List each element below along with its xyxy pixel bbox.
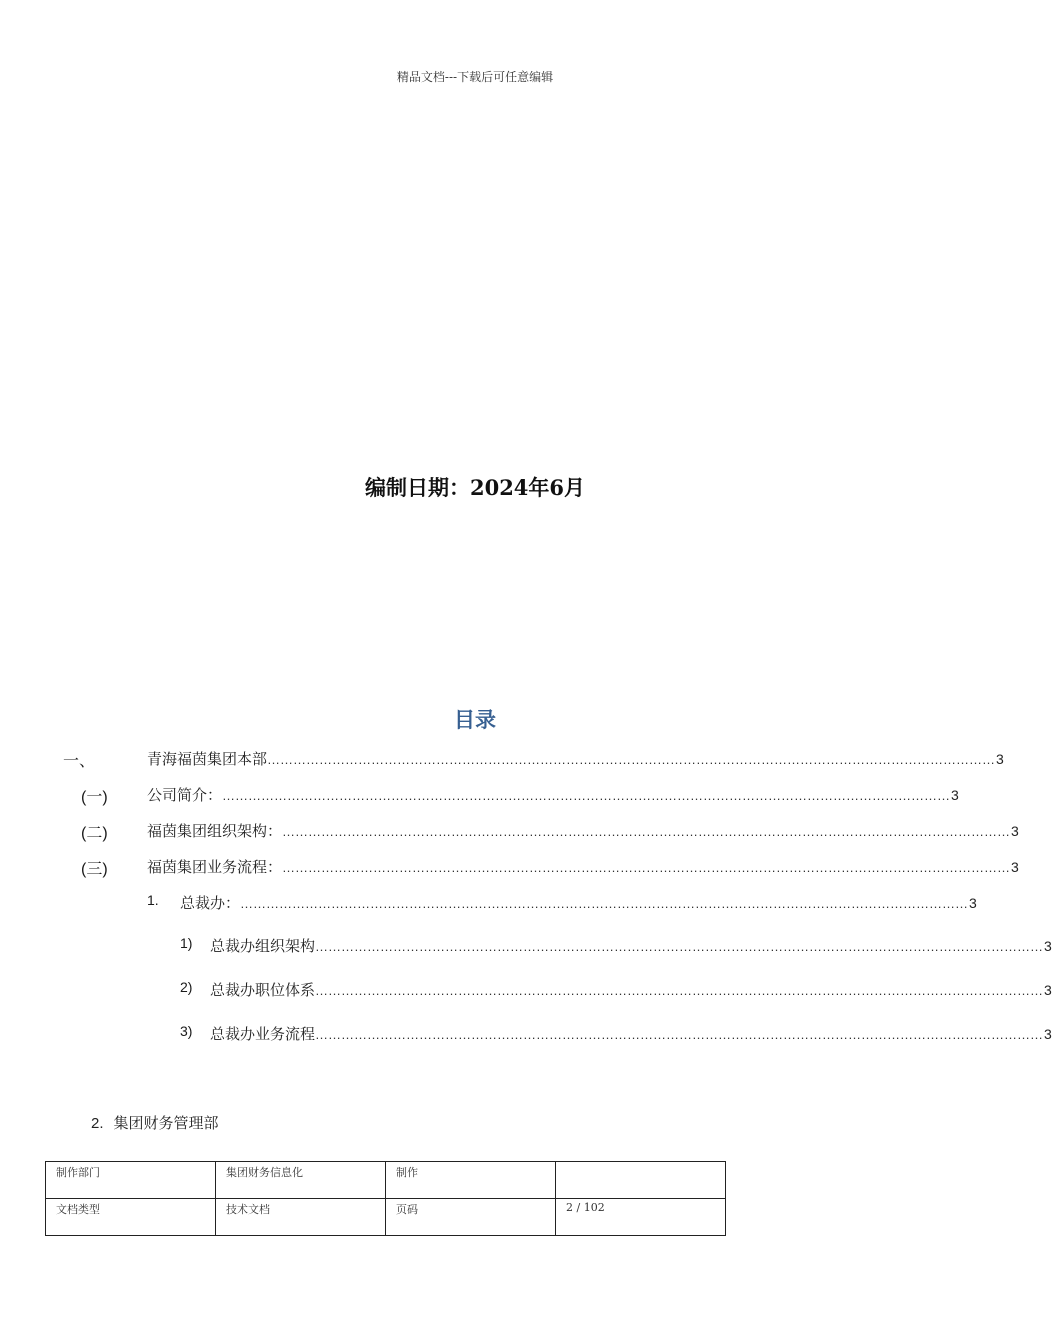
table-cell: [556, 1162, 726, 1199]
table-row: [46, 1162, 726, 1199]
toc-entry-label: 总裁办组织架构: [210, 937, 316, 955]
toc-entry-label: 总裁办：: [180, 894, 241, 912]
footer-info-table: [45, 1161, 726, 1236]
table-cell: 技术文档: [216, 1199, 386, 1236]
toc-entry-number: 一、: [63, 753, 96, 770]
toc-title: 目录: [454, 708, 496, 732]
section-number: 2.: [91, 1115, 104, 1132]
toc-entry-page: 3: [1011, 823, 1019, 839]
table-cell: 文档类型: [46, 1199, 216, 1236]
toc-entry[interactable]: [0, 820, 1019, 842]
toc-entry-page: 3: [1011, 859, 1019, 875]
toc-entry-page: 3: [996, 751, 1004, 767]
toc-entry[interactable]: [0, 979, 1052, 1001]
toc-entry[interactable]: [0, 1023, 1052, 1045]
toc-entry-number: (三): [81, 861, 108, 878]
toc-dot-leader: ……………………………………………………………………………………………………………………………………………………: [315, 1027, 1044, 1042]
toc-entry-number: 1): [180, 935, 193, 951]
toc-entry-number: 1.: [147, 892, 159, 908]
toc-entry-label: 青海福茵集团本部: [147, 750, 268, 768]
toc-entry-page: 3: [1044, 1026, 1052, 1042]
toc-entry[interactable]: [0, 748, 1004, 770]
toc-entry-number: (一): [81, 789, 108, 806]
toc-entry-number: 2): [180, 979, 193, 995]
section-title: 集团财务管理部: [113, 1114, 219, 1132]
date-line: 编制日期：2024年6月: [364, 475, 586, 500]
toc-dot-leader: ……………………………………………………………………………………………………………………………………………………: [315, 983, 1044, 998]
toc-entry[interactable]: [0, 784, 959, 806]
table-cell: 集团财务信息化: [216, 1162, 386, 1199]
table-cell: 2 / 102: [556, 1199, 726, 1236]
toc-dot-leader: ……………………………………………………………………………………………………………………………………………………: [282, 860, 1011, 875]
toc-entry-label: 福茵集团组织架构：: [147, 822, 283, 840]
toc-dot-leader: ……………………………………………………………………………………………………………………………………………………: [222, 788, 951, 803]
toc-entry-label: 公司简介：: [147, 786, 223, 804]
toc-entry[interactable]: [0, 935, 1052, 957]
toc-entry-number: (二): [81, 825, 108, 842]
header-note: 精品文档---下载后可任意编辑: [396, 70, 554, 84]
toc-entry[interactable]: [0, 892, 977, 914]
toc-entry-label: 总裁办业务流程: [210, 1025, 316, 1043]
table-row: [46, 1199, 726, 1236]
toc-dot-leader: ……………………………………………………………………………………………………………………………………………………: [240, 896, 969, 911]
toc-entry-page: 3: [969, 895, 977, 911]
toc-entry-label: 福茵集团业务流程：: [147, 858, 283, 876]
toc-entry-page: 3: [1044, 982, 1052, 998]
table-cell: 制作部门: [46, 1162, 216, 1199]
table-cell: 制作: [386, 1162, 556, 1199]
toc-dot-leader: ……………………………………………………………………………………………………………………………………………………: [267, 752, 996, 767]
toc-entry[interactable]: [0, 856, 1019, 878]
toc-entry-page: 3: [951, 787, 959, 803]
toc-entry-number: 3): [180, 1023, 193, 1039]
toc-entry-page: 3: [1044, 938, 1052, 954]
table-cell: 页码: [386, 1199, 556, 1236]
toc-entry-label: 总裁办职位体系: [210, 981, 316, 999]
toc-dot-leader: ……………………………………………………………………………………………………………………………………………………: [282, 824, 1011, 839]
toc-dot-leader: ……………………………………………………………………………………………………………………………………………………: [315, 939, 1044, 954]
section-heading: [91, 1112, 219, 1133]
